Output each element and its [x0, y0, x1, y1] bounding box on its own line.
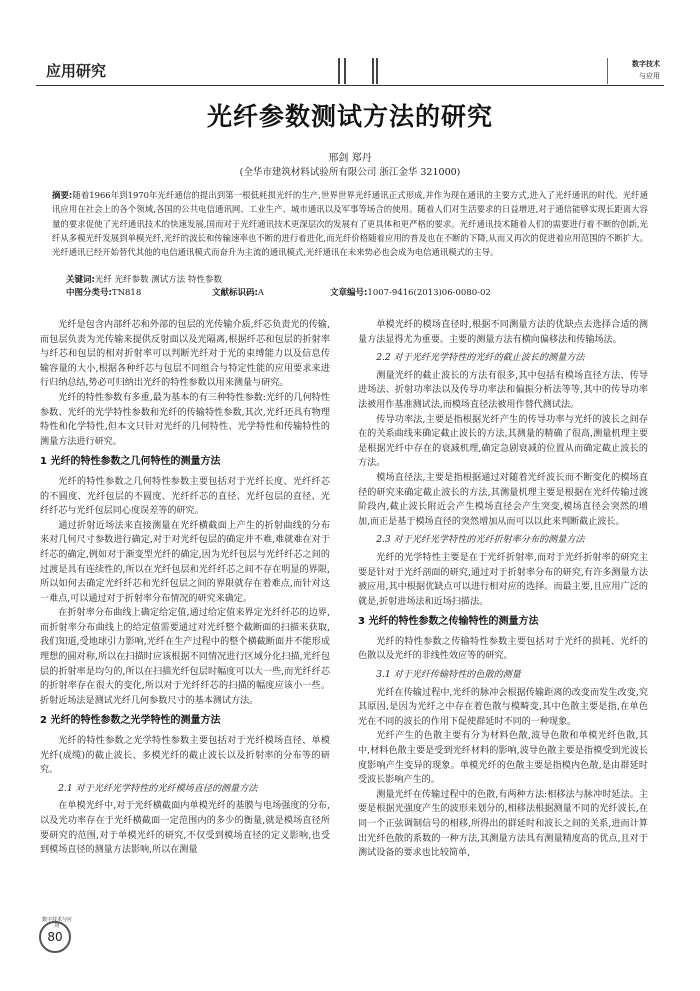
paragraph: 传导功率法,主要是指根据光纤产生的传导功率与光纤的波长之间存在的关系曲线来确定截止波长的方法,其测量的精确了很高,测量机理主要是根据光纤中存在的衰减机理,确定急剧衰减的位置从而确定截止波长的方法。 [358, 414, 648, 469]
right-column [358, 318, 648, 861]
paragraph: 在折射率分布曲线上确定给定值,通过给定值来界定光纤纤芯的边界,而折射率分布曲线上的给定值需要通过对光纤整个截断面的扫描来获取,我们知道,受地球引力影响,光纤在生产过程中的整个横截断面并不能形成理想的圆对称,所以在扫描时应该根据不同情况进行区域分化扫描,光纤包层的折射率是均匀的,所以在扫描光纤包层时幅度可以大一些,而光纤纤芯的折射率存在很大的变化,所以对于光纤纤芯的扫描的幅度应该小一些。折射近场法是测试光纤几何参数尺寸的基本测试方法。 [40, 608, 330, 706]
authors: 邢剑 郑丹 [328, 153, 372, 164]
art-label: 文章编号: [330, 288, 368, 298]
paragraph: 光纤在传输过程中,光纤的脉冲会根据传输距离的改变而发生改变,究其原因,是因为光纤之中存在着色散与模畸变,其中色散主要是指,在单色光在不同的波长的作用下促使群延时不同的一种现象。 [358, 687, 648, 727]
paragraph: 模场直径法,主要是指根据通过对随着光纤波长而不断变化的模场直径的研究来确定截止波长的方法,其测量机理主要是根据在光纤传输过渡阶段内,截止波长附近会产生模场直径会产生突变,模场直径会突然的增加,而正是基于模场直径的突然增加从而可以以此来判断截止波长。 [358, 472, 648, 527]
doc-code [212, 286, 264, 298]
subsection-heading: 2.3 对于光纤光学特性的光纤折射率分布的测量方法 [376, 535, 585, 546]
paragraph: 光纤是包含内部纤芯和外部的包层的光传输介质,纤芯负责光的传输,而包层负责为光传输来提供反射面以及光隔离,根据纤芯和包层的折射率与纤芯和包层的相对折射率可以判断光纤对于光的束缚能力以及信息传输容量的大小,根据各种纤芯与包层不同组合与特定性能的应用要求来进行归纳总结,势必可归纳出光纤的特性参数以用来测量与研究。 [40, 320, 330, 389]
page-header [36, 58, 664, 86]
clc-label: 中图分类号: [66, 288, 112, 298]
abstract-label: 摘要: [52, 190, 73, 200]
header-rule [36, 85, 664, 87]
page-number-badge [39, 917, 72, 953]
abstract-text: 随着1966年到1970年光纤通信的提出到第一根低耗损光纤的生产,世界世界光纤通讯正式形成,并作为现在通讯的主要方式,进入了光纤通讯的时代。光纤通讯应用在社会上的各个领域,各国的公共电信通讯网、工业生产、城市通讯以及军事等场合的使用。随着人们对生活要求的日益增进,对于通信能够实现长距离大容量的要求促使了光纤通讯技术的快速发展,国而对于光纤通讯技术更深层次的发展有了更具体和更严格的要求。光纤通讯技术随着人们的需要进行着不断的创新,光纤从多模光纤发展到单模光纤,光纤的波长和传输速率也不断的进行着进化,而光纤价格随着应用的普及也在不断的下降,从而又再次的促进着应用范围的不断扩大。光纤通讯已经开始替代其他的电信通讯模式而奋升为主流的通讯模式,光纤通讯在未来势必也会成为电信通讯模式的主导。 [52, 190, 648, 258]
logo-bottom-text: 与应用 [639, 72, 660, 80]
paragraph: 光纤的特性参数有多重,最为基本的有三种特性参数:光纤的几何特性参数、光纤的光学特性参数和光纤的传输特性参数,其次,光纤还具有物理特性和化学特性,但本文只针对光纤的几何特性、光学特性和传输特性的测量方法进行研究。 [40, 392, 330, 447]
affiliation: (全华市建筑材料试验所有限公司 浙江金华 321000) [239, 167, 461, 178]
subsection-heading: 2.2 对于光纤光学特性的光纤的截止波长的测量方法 [376, 353, 585, 364]
paragraph: 光纤的特性参数之几何特性参数主要包括对于光纤长度、光纤纤芯的不圆度、光纤包层的不圆度、光纤纤芯的直径、光纤包层的直径、光纤纤芯与光纤包层同心度误差等的研究。 [40, 476, 330, 517]
journal-logo [607, 58, 664, 84]
art-value: 1007-9416(2013)06-0080-02 [367, 288, 491, 298]
keywords [66, 273, 222, 285]
section-heading: 2 光纤的特性参数之光学特性的测量方法 [40, 715, 221, 727]
article-number [330, 286, 491, 298]
paragraph: 光纤产生的色散主要有分为材料色散,波导色散和单模光纤色散,其中,材料色散主要是受到光纤材料的影响,波导色散主要是指模受到光波长度影响产生变异的现象。单模光纤的色散主要是指模内色散,是由群延时受波长影响产生的。 [358, 731, 648, 786]
paragraph: 光纤的特性参数之光学特性参数主要包括对于光纤模场直径、单模光纤(成缆)的截止波长、多模光纤的截止波长以及折射率的分布等的研究。 [40, 736, 330, 776]
section-label: 应用研究 [46, 62, 107, 80]
paragraph: 测量光纤的截止波长的方法有很多,其中包括有模场直径方法、传导进场法、折射功率法以及传导功率法和偏振分析法等等,其中的传导功率法被用作基准测试法,而模场直径法被用作替代测试法。 [358, 370, 648, 410]
paragraph: 光纤的光学特性主要是在于光纤折射率,而对于光纤折射率的研究主要是针对于光纤剖面的研究,通过对于折射率分布的研究,有许多测量方法被应用,其中根据优缺点可以进行相对应的选择。而最主要,且应用广泛的就是,折射进场法和近场扫描法。 [358, 552, 648, 607]
article-title: 光纤参数测试方法的研究 [206, 102, 493, 131]
clc-number [66, 286, 141, 298]
keywords-label: 关键词: [66, 275, 95, 285]
doc-label: 文献标识码: [212, 288, 258, 298]
keywords-text: 光纤 光纤参数 测试方法 特性参数 [94, 275, 223, 285]
logo-top-text: 数字技术 [632, 60, 660, 68]
paragraph: 测量光纤在传输过程中的色散,有两种方法:相移法与脉冲时延法。主要是根据光强度产生的波形来划分的,相移法根据测量不同的光纤波长,在同一个正弦调制信号的相移,所得出的群延时和波长之间的关系,进而计算出光纤色散的系数的一种方法,其测量方法具有测量精度高的优点,且对于测试设备的要求也比较简单, [358, 789, 648, 859]
page-number: 80 [47, 930, 63, 944]
clc-value: TN818 [111, 288, 142, 298]
abstract [52, 188, 648, 259]
subsection-heading: 2.1 对于光纤光学特性的光纤模场直径的测量方法 [58, 783, 258, 794]
badge-text: 数字技术与应用 [41, 917, 72, 929]
header-decoration [338, 58, 378, 84]
section-heading: 1 光纤的特性参数之几何特性的测量方法 [40, 456, 221, 468]
subsection-heading: 3.1 对于光纤传输特性的色散的测量 [376, 670, 521, 681]
section-heading: 3 光纤的特性参数之传输特性的测量方法 [358, 616, 539, 628]
paragraph: 光纤的特性参数之传输特性参数主要包括对于光纤的损耗、光纤的色散以及光纤的非线性效应等的研究。 [358, 636, 648, 662]
doc-value: A [257, 288, 265, 298]
left-column [40, 318, 330, 858]
paragraph: 在单模光纤中,对于光纤横截面内单模光纤的基膜与电场强度的分布,以及光功率存在于光纤横截面一定范围内的多少的衡量,就是模场直径所要研究的范围,对于单模光纤的研究,不仅受到模场直径的定义影响,也受到模场直径的测量方法影响,所以在测量 [40, 801, 330, 856]
paragraph: 通过折射近场法来直接测量在光纤横截面上产生的折射曲线的分布来对几何尺寸参数进行确定,对于对光纤包层的确定并不难,难就难在对于纤芯的确定,例如对于渐变型光纤的确定,因为光纤包层与光纤纤芯之间的过渡是具有连续性的,所以在光纤包层和光纤纤芯之间不存在明显的界限,所以如何去确定光纤纤芯和光纤包层之间的界限就存在着难点,而针对这一难点,可以通过对于折射率分布情况的研究来确定。 [40, 520, 330, 604]
paragraph: 单模光纤的模场直径时,根据不同测量方法的优缺点去选择合适的测量方法显得尤为重要。主要的测量方法有横向偏移法和传输场法。 [358, 320, 648, 345]
